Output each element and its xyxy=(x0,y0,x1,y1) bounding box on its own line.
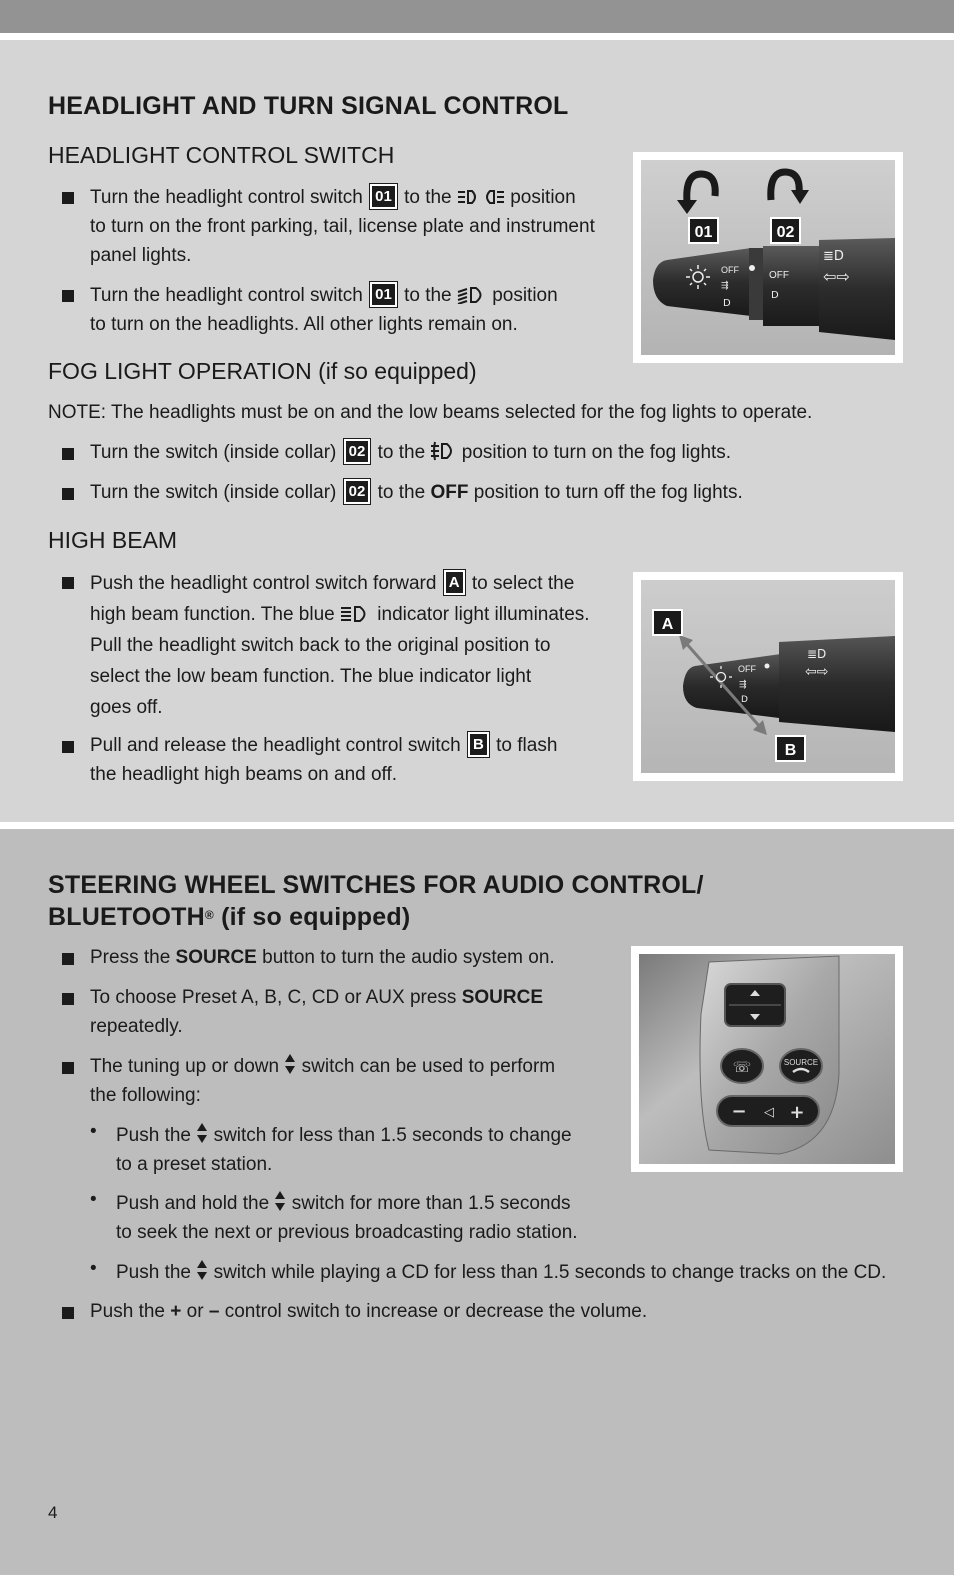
item-text: goes off. xyxy=(90,697,163,718)
item-text: to the xyxy=(404,187,452,208)
fog-light-icon xyxy=(430,441,456,461)
tuning-updown-icon xyxy=(196,1122,208,1144)
item-text: button to turn the audio system on. xyxy=(262,947,555,968)
sub-bullet-marker: • xyxy=(90,1258,97,1279)
divider xyxy=(0,33,954,40)
source-button-label: SOURCE xyxy=(783,1058,819,1067)
item-text: Push the xyxy=(116,1262,191,1283)
parking-symbol: ⇶ xyxy=(721,281,729,291)
steering-wheel-controls-image xyxy=(631,946,903,1172)
badge-b: B xyxy=(468,732,489,757)
title-line: (if so equipped) xyxy=(213,903,411,931)
item-text: to flash xyxy=(496,735,558,756)
off-label: OFF xyxy=(430,482,469,503)
item-text: to the xyxy=(377,442,426,463)
fog-symbol: D xyxy=(771,290,779,301)
bullet-marker xyxy=(62,488,74,500)
bullet-marker xyxy=(62,290,74,302)
item-text: position xyxy=(510,187,576,208)
item-text: position to turn off the fog lights. xyxy=(473,482,743,503)
item-text: or xyxy=(186,1301,204,1322)
bullet-marker xyxy=(62,1307,74,1319)
headlight-symbol: D xyxy=(723,298,731,309)
off-label-1: OFF xyxy=(721,265,739,275)
item-text: to the xyxy=(404,285,452,306)
item-text: the following: xyxy=(90,1085,201,1106)
divider xyxy=(0,822,954,829)
item-text: Turn the headlight control switch xyxy=(90,285,363,306)
item-text: switch while playing a CD for less than 1.5 seconds to change tracks on the CD. xyxy=(213,1262,887,1283)
page-number: 4 xyxy=(48,1503,58,1522)
item-text: Push the headlight control switch forward xyxy=(90,573,437,594)
list-item xyxy=(90,731,620,789)
item-text: to select the xyxy=(471,573,575,594)
item-text: to seek the next or previous broadcasting radio station. xyxy=(116,1222,578,1243)
item-text: Turn the switch (inside collar) xyxy=(90,482,337,503)
item-text: Turn the headlight control switch xyxy=(90,187,363,208)
subheading-fog: FOG LIGHT OPERATION (if so equipped) xyxy=(48,358,477,384)
list-item xyxy=(90,478,930,507)
label-a-text: A xyxy=(661,616,674,633)
label-02: 02 xyxy=(776,224,795,241)
fog-note: NOTE: The headlights must be on and the low beams selected for the fog lights to operate. xyxy=(48,402,813,423)
subheading-headlight-switch: HEADLIGHT CONTROL SWITCH xyxy=(48,142,395,168)
item-text: position xyxy=(492,285,558,306)
item-text: panel lights. xyxy=(90,245,192,266)
plus-label: + xyxy=(170,1301,182,1322)
turn-arrows-symbol: ⇦⇨ xyxy=(823,267,850,286)
badge-01: 01 xyxy=(370,184,397,209)
source-label: SOURCE xyxy=(461,987,544,1008)
top-bar xyxy=(0,0,954,33)
section-title: HEADLIGHT AND TURN SIGNAL CONTROL xyxy=(48,92,569,120)
high-beam-symbol: ≣D xyxy=(823,249,844,264)
badge-a: A xyxy=(444,570,465,595)
section-title-audio xyxy=(48,869,704,933)
item-text: high beam function. The blue xyxy=(90,604,335,625)
list-item xyxy=(116,1258,916,1287)
parking-symbol: ⇶ xyxy=(739,680,747,690)
bullet-marker xyxy=(62,448,74,460)
item-text: repeatedly. xyxy=(90,1016,183,1037)
list-item xyxy=(90,183,620,270)
list-item xyxy=(90,1052,620,1110)
item-text: select the low beam function. The blue indicator light xyxy=(90,666,532,687)
volume-plus-label: + xyxy=(789,1102,805,1123)
tuning-updown-icon xyxy=(284,1053,296,1075)
label-b: B xyxy=(784,742,797,759)
item-text: Pull the headlight switch back to the original position to xyxy=(90,635,551,656)
label-01: 01 xyxy=(694,224,713,241)
headlight-low-beam-icon xyxy=(457,286,487,304)
subheading-high-beam: HIGH BEAM xyxy=(48,527,178,553)
parking-light-icon xyxy=(457,188,505,206)
speaker-icon: ◁ xyxy=(764,1105,774,1120)
registered-mark: ® xyxy=(204,908,214,922)
item-text: To choose Preset A, B, C, CD or AUX press xyxy=(90,987,457,1008)
item-text: Turn the switch (inside collar) xyxy=(90,442,337,463)
badge-02: 02 xyxy=(344,439,371,464)
list-item xyxy=(90,568,620,723)
off-label: OFF xyxy=(738,664,756,674)
item-text: to turn on the headlights. All other lights remain on. xyxy=(90,314,518,335)
title-line: STEERING WHEEL SWITCHES FOR AUDIO CONTROL/ xyxy=(48,871,704,899)
headlight-symbol: D xyxy=(741,695,748,705)
high-beam-image xyxy=(633,572,903,781)
bullet-marker xyxy=(62,953,74,965)
item-text: Pull and release the headlight control switch xyxy=(90,735,461,756)
high-beam-icon xyxy=(340,605,372,623)
item-text: Push the xyxy=(90,1301,165,1322)
list-item xyxy=(90,943,620,972)
item-text: switch can be used to perform xyxy=(301,1056,556,1077)
sub-bullet-marker: • xyxy=(90,1189,97,1210)
phone-talk-icon: ☏ xyxy=(732,1058,752,1076)
list-item xyxy=(90,1297,890,1326)
bullet-marker xyxy=(62,993,74,1005)
item-text: indicator light illuminates. xyxy=(377,604,590,625)
item-text: to turn on the front parking, tail, license plate and instrument xyxy=(90,216,595,237)
item-text: to the xyxy=(377,482,426,503)
list-item xyxy=(90,438,930,467)
sub-bullet-marker: • xyxy=(90,1121,97,1142)
item-text: Push and hold the xyxy=(116,1193,270,1214)
turn-arrows-symbol: ⇦⇨ xyxy=(805,664,829,680)
list-item xyxy=(116,1189,616,1247)
bullet-marker xyxy=(62,1062,74,1074)
tuning-updown-icon xyxy=(196,1259,208,1281)
list-item xyxy=(116,1121,616,1179)
bullet-marker xyxy=(62,577,74,589)
badge-02: 02 xyxy=(344,479,371,504)
headlight-switch-image xyxy=(633,152,903,363)
source-label: SOURCE xyxy=(175,947,257,968)
item-text: Press the xyxy=(90,947,171,968)
item-text: control switch to increase or decrease the volume. xyxy=(224,1301,648,1322)
volume-minus-label: − xyxy=(731,1101,747,1122)
badge-01: 01 xyxy=(370,282,397,307)
high-beam-symbol: ≣D xyxy=(807,647,827,661)
bullet-marker xyxy=(62,741,74,753)
bullet-marker xyxy=(62,192,74,204)
item-text: switch for more than 1.5 seconds xyxy=(291,1193,571,1214)
item-text: Push the xyxy=(116,1125,191,1146)
item-text: the headlight high beams on and off. xyxy=(90,764,398,785)
list-item xyxy=(90,281,620,339)
list-item xyxy=(90,983,620,1041)
minus-label: – xyxy=(208,1301,220,1322)
title-line: BLUETOOTH xyxy=(48,903,205,931)
off-label-2: OFF xyxy=(769,270,789,281)
item-text: to a preset station. xyxy=(116,1154,273,1175)
item-text: switch for less than 1.5 seconds to change xyxy=(213,1125,572,1146)
item-text: The tuning up or down xyxy=(90,1056,280,1077)
item-text: position to turn on the fog lights. xyxy=(461,442,732,463)
tuning-updown-icon xyxy=(274,1190,286,1212)
